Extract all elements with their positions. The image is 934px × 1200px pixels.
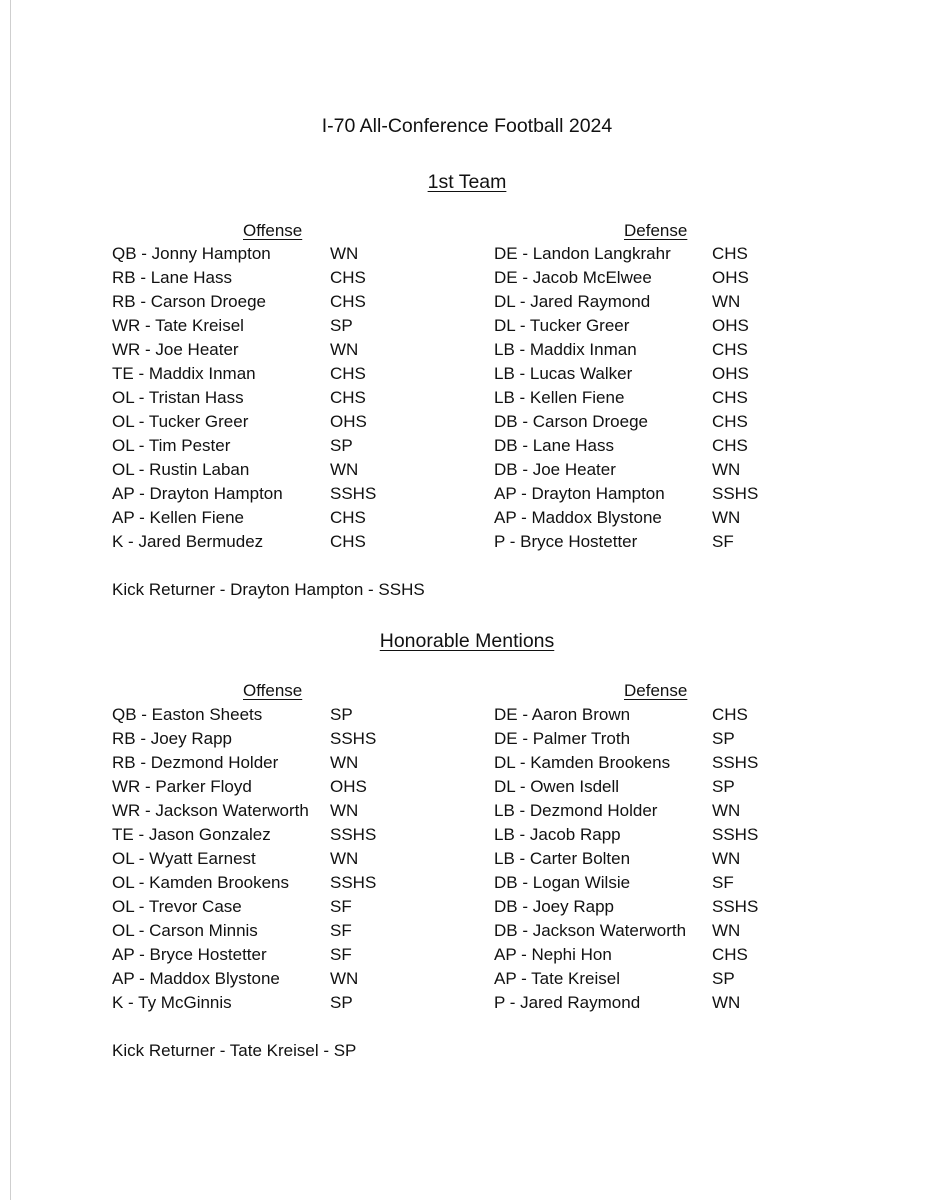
- player-name: WR - Parker Floyd: [112, 777, 252, 796]
- school-code: CHS: [712, 412, 748, 431]
- player-name: WR - Jackson Waterworth: [112, 801, 309, 820]
- player-name: RB - Carson Droege: [112, 292, 267, 311]
- player-name: LB - Carter Bolten: [494, 849, 631, 868]
- first-team-heading: 1st Team: [427, 171, 507, 193]
- player-name: OL - Tucker Greer: [112, 412, 249, 431]
- player-name: K - Jared Bermudez: [112, 532, 264, 551]
- school-code: OHS: [712, 268, 749, 287]
- school-code: SF: [712, 873, 734, 892]
- school-code: SF: [712, 532, 734, 551]
- school-code: SSHS: [330, 484, 377, 503]
- school-code: CHS: [330, 388, 366, 407]
- school-code: SP: [330, 316, 353, 335]
- honorable-kick-returner: Kick Returner - Tate Kreisel - SP: [112, 1041, 357, 1060]
- school-code: OHS: [330, 412, 367, 431]
- school-code: WN: [712, 801, 741, 820]
- player-name: OL - Rustin Laban: [112, 460, 250, 479]
- player-name: DE - Aaron Brown: [494, 705, 631, 724]
- player-name: DE - Palmer Troth: [494, 729, 631, 748]
- player-name: TE - Jason Gonzalez: [112, 825, 271, 844]
- school-code: SSHS: [712, 897, 759, 916]
- school-code: OHS: [712, 364, 749, 383]
- school-code: SSHS: [330, 729, 377, 748]
- school-code: SP: [330, 993, 353, 1012]
- player-name: OL - Kamden Brookens: [112, 873, 290, 892]
- player-name: WR - Joe Heater: [112, 340, 239, 359]
- school-code: WN: [330, 340, 359, 359]
- first-team-kick-returner: Kick Returner - Drayton Hampton - SSHS: [112, 580, 425, 599]
- school-code: WN: [330, 801, 359, 820]
- school-code: OHS: [330, 777, 367, 796]
- school-code: CHS: [712, 244, 748, 263]
- player-name: LB - Jacob Rapp: [494, 825, 621, 844]
- school-code: SP: [712, 777, 735, 796]
- school-code: WN: [712, 993, 741, 1012]
- player-name: TE - Maddix Inman: [112, 364, 256, 383]
- player-name: LB - Kellen Fiene: [494, 388, 625, 407]
- player-name: QB - Easton Sheets: [112, 705, 263, 724]
- player-name: AP - Drayton Hampton: [494, 484, 665, 503]
- school-code: SSHS: [330, 825, 377, 844]
- player-name: AP - Bryce Hostetter: [112, 945, 267, 964]
- player-name: DB - Carson Droege: [494, 412, 649, 431]
- player-name: P - Jared Raymond: [494, 993, 641, 1012]
- school-code: CHS: [330, 508, 366, 527]
- player-name: AP - Nephi Hon: [494, 945, 612, 964]
- school-code: WN: [712, 460, 741, 479]
- school-code: CHS: [712, 388, 748, 407]
- player-name: WR - Tate Kreisel: [112, 316, 244, 335]
- player-name: DE - Jacob McElwee: [494, 268, 652, 287]
- school-code: SF: [330, 945, 352, 964]
- school-code: WN: [712, 921, 741, 940]
- player-name: AP - Maddox Blystone: [494, 508, 662, 527]
- school-code: CHS: [712, 340, 748, 359]
- player-name: LB - Dezmond Holder: [494, 801, 658, 820]
- school-code: WN: [330, 244, 359, 263]
- school-code: WN: [330, 753, 359, 772]
- player-name: OL - Carson Minnis: [112, 921, 258, 940]
- school-code: CHS: [330, 268, 366, 287]
- school-code: SSHS: [330, 873, 377, 892]
- player-name: OL - Wyatt Earnest: [112, 849, 256, 868]
- player-name: RB - Joey Rapp: [112, 729, 232, 748]
- first-team-defense-heading: Defense: [624, 221, 688, 240]
- school-code: CHS: [330, 532, 366, 551]
- school-code: CHS: [330, 292, 366, 311]
- player-name: K - Ty McGinnis: [112, 993, 232, 1012]
- player-name: AP - Kellen Fiene: [112, 508, 244, 527]
- first-team-offense-heading: Offense: [243, 221, 303, 240]
- honorable-offense-heading: Offense: [243, 681, 303, 700]
- school-code: SP: [330, 436, 353, 455]
- school-code: WN: [712, 292, 741, 311]
- school-code: WN: [712, 849, 741, 868]
- school-code: WN: [330, 849, 359, 868]
- school-code: WN: [330, 969, 359, 988]
- player-name: P - Bryce Hostetter: [494, 532, 638, 551]
- school-code: SSHS: [712, 753, 759, 772]
- school-code: SF: [330, 921, 352, 940]
- player-name: DL - Kamden Brookens: [494, 753, 671, 772]
- player-name: DL - Jared Raymond: [494, 292, 651, 311]
- school-code: WN: [330, 460, 359, 479]
- player-name: DE - Landon Langkrahr: [494, 244, 671, 263]
- school-code: SP: [330, 705, 353, 724]
- school-code: SP: [712, 729, 735, 748]
- player-name: RB - Lane Hass: [112, 268, 232, 287]
- school-code: CHS: [330, 364, 366, 383]
- school-code: SSHS: [712, 484, 759, 503]
- player-name: AP - Maddox Blystone: [112, 969, 280, 988]
- player-name: LB - Maddix Inman: [494, 340, 637, 359]
- player-name: DB - Logan Wilsie: [494, 873, 631, 892]
- player-name: RB - Dezmond Holder: [112, 753, 279, 772]
- document-title: I-70 All-Conference Football 2024: [321, 115, 613, 137]
- player-name: QB - Jonny Hampton: [112, 244, 271, 263]
- school-code: SF: [330, 897, 352, 916]
- school-code: SP: [712, 969, 735, 988]
- player-name: DB - Lane Hass: [494, 436, 614, 455]
- player-name: DB - Joey Rapp: [494, 897, 614, 916]
- school-code: CHS: [712, 436, 748, 455]
- school-code: CHS: [712, 705, 748, 724]
- player-name: LB - Lucas Walker: [494, 364, 633, 383]
- player-name: OL - Tim Pester: [112, 436, 231, 455]
- school-code: SSHS: [712, 825, 759, 844]
- player-name: DB - Joe Heater: [494, 460, 616, 479]
- player-name: DL - Owen Isdell: [494, 777, 620, 796]
- player-name: OL - Trevor Case: [112, 897, 242, 916]
- school-code: WN: [712, 508, 741, 527]
- player-name: DL - Tucker Greer: [494, 316, 630, 335]
- player-name: AP - Tate Kreisel: [494, 969, 620, 988]
- honorable-defense-heading: Defense: [624, 681, 688, 700]
- school-code: OHS: [712, 316, 749, 335]
- honorable-mentions-heading: Honorable Mentions: [379, 630, 555, 652]
- player-name: OL - Tristan Hass: [112, 388, 244, 407]
- school-code: CHS: [712, 945, 748, 964]
- player-name: DB - Jackson Waterworth: [494, 921, 687, 940]
- player-name: AP - Drayton Hampton: [112, 484, 283, 503]
